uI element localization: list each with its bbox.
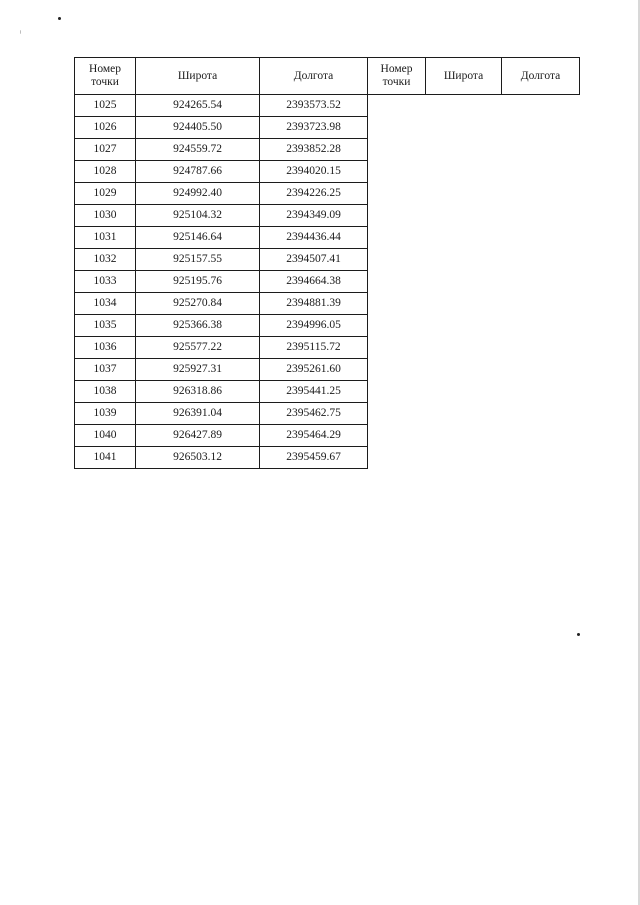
table-row: [75, 205, 580, 227]
cell-point-number: 1037: [75, 359, 136, 381]
empty-cell: [502, 447, 580, 469]
table-row: [75, 249, 580, 271]
empty-cell: [368, 183, 426, 205]
table-row: [75, 425, 580, 447]
cell-longitude: 2393573.52: [260, 95, 368, 117]
scan-speck: [58, 17, 61, 20]
cell-longitude: 2393723.98: [260, 117, 368, 139]
cell-longitude: 2395464.29: [260, 425, 368, 447]
header-latitude-right: Широта: [426, 58, 502, 95]
cell-point-number: 1028: [75, 161, 136, 183]
cell-point-number: 1033: [75, 271, 136, 293]
empty-cell: [502, 359, 580, 381]
cell-longitude: 2395459.67: [260, 447, 368, 469]
cell-point-number: 1040: [75, 425, 136, 447]
header-point-line1: Номер: [380, 63, 413, 75]
cell-longitude: 2394664.38: [260, 271, 368, 293]
header-point-line1: Номер: [89, 63, 121, 75]
table-row: [75, 447, 580, 469]
cell-point-number: 1029: [75, 183, 136, 205]
cell-point-number: 1039: [75, 403, 136, 425]
empty-cell: [368, 403, 426, 425]
table-header-row: [75, 58, 580, 95]
table-row: [75, 293, 580, 315]
empty-cell: [426, 359, 502, 381]
empty-cell: [502, 183, 580, 205]
cell-latitude: 925366.38: [136, 315, 260, 337]
empty-cell: [502, 205, 580, 227]
empty-cell: [502, 249, 580, 271]
scan-speck: [577, 633, 580, 636]
empty-cell: [368, 293, 426, 315]
empty-cell: [368, 249, 426, 271]
empty-cell: [368, 381, 426, 403]
cell-point-number: 1034: [75, 293, 136, 315]
empty-cell: [368, 271, 426, 293]
empty-cell: [502, 139, 580, 161]
table-row: [75, 337, 580, 359]
cell-point-number: 1041: [75, 447, 136, 469]
cell-longitude: 2395115.72: [260, 337, 368, 359]
cell-longitude: 2395462.75: [260, 403, 368, 425]
empty-cell: [502, 117, 580, 139]
cell-longitude: 2395261.60: [260, 359, 368, 381]
cell-point-number: 1030: [75, 205, 136, 227]
table-body: [75, 95, 580, 469]
header-longitude-right: Долгота: [502, 58, 580, 95]
table-row: [75, 271, 580, 293]
cell-latitude: 926427.89: [136, 425, 260, 447]
empty-cell: [426, 381, 502, 403]
empty-cell: [426, 139, 502, 161]
empty-cell: [368, 227, 426, 249]
cell-point-number: 1025: [75, 95, 136, 117]
cell-longitude: 2395441.25: [260, 381, 368, 403]
empty-cell: [426, 337, 502, 359]
table-row: [75, 183, 580, 205]
empty-cell: [368, 117, 426, 139]
empty-cell: [426, 227, 502, 249]
cell-latitude: 924787.66: [136, 161, 260, 183]
cell-latitude: 925157.55: [136, 249, 260, 271]
header-longitude: Долгота: [260, 58, 368, 95]
table-row: [75, 95, 580, 117]
empty-cell: [426, 249, 502, 271]
coordinates-table: [74, 57, 580, 469]
cell-longitude: 2394996.05: [260, 315, 368, 337]
cell-latitude: 924992.40: [136, 183, 260, 205]
empty-cell: [502, 381, 580, 403]
empty-cell: [368, 447, 426, 469]
empty-cell: [368, 337, 426, 359]
table-row: [75, 315, 580, 337]
table-row: [75, 161, 580, 183]
cell-latitude: 925270.84: [136, 293, 260, 315]
empty-cell: [426, 271, 502, 293]
cell-point-number: 1035: [75, 315, 136, 337]
empty-cell: [502, 227, 580, 249]
empty-cell: [426, 293, 502, 315]
cell-longitude: 2394349.09: [260, 205, 368, 227]
empty-cell: [502, 403, 580, 425]
cell-latitude: 926503.12: [136, 447, 260, 469]
empty-cell: [502, 161, 580, 183]
cell-point-number: 1038: [75, 381, 136, 403]
cell-latitude: 925104.32: [136, 205, 260, 227]
table-row: [75, 381, 580, 403]
cell-point-number: 1032: [75, 249, 136, 271]
empty-cell: [502, 425, 580, 447]
table-row: [75, 227, 580, 249]
empty-cell: [426, 315, 502, 337]
cell-point-number: 1027: [75, 139, 136, 161]
header-latitude: Широта: [136, 58, 260, 95]
empty-cell: [368, 95, 426, 117]
table-row: [75, 117, 580, 139]
cell-longitude: 2394020.15: [260, 161, 368, 183]
header-point-number-right: [368, 58, 426, 95]
header-point-number: [75, 58, 136, 95]
empty-cell: [368, 139, 426, 161]
cell-latitude: 925927.31: [136, 359, 260, 381]
empty-cell: [426, 183, 502, 205]
cell-longitude: 2394226.25: [260, 183, 368, 205]
cell-latitude: 925146.64: [136, 227, 260, 249]
empty-cell: [368, 161, 426, 183]
cell-point-number: 1036: [75, 337, 136, 359]
cell-point-number: 1031: [75, 227, 136, 249]
table-row: [75, 139, 580, 161]
cell-latitude: 925577.22: [136, 337, 260, 359]
empty-cell: [426, 403, 502, 425]
empty-cell: [426, 205, 502, 227]
empty-cell: [502, 293, 580, 315]
empty-cell: [368, 315, 426, 337]
cell-longitude: 2394507.41: [260, 249, 368, 271]
header-point-line2: точки: [91, 76, 119, 88]
cell-longitude: 2394881.39: [260, 293, 368, 315]
empty-cell: [426, 117, 502, 139]
scan-speck: [20, 30, 21, 34]
empty-cell: [426, 425, 502, 447]
empty-cell: [368, 359, 426, 381]
empty-cell: [502, 315, 580, 337]
cell-latitude: 924265.54: [136, 95, 260, 117]
cell-latitude: 924559.72: [136, 139, 260, 161]
header-point-line2: точки: [382, 76, 411, 88]
cell-latitude: 925195.76: [136, 271, 260, 293]
empty-cell: [426, 447, 502, 469]
empty-cell: [502, 337, 580, 359]
cell-longitude: 2394436.44: [260, 227, 368, 249]
table-row: [75, 359, 580, 381]
empty-cell: [426, 161, 502, 183]
empty-cell: [368, 205, 426, 227]
empty-cell: [368, 425, 426, 447]
table-row: [75, 403, 580, 425]
empty-cell: [502, 95, 580, 117]
cell-longitude: 2393852.28: [260, 139, 368, 161]
cell-latitude: 926318.86: [136, 381, 260, 403]
cell-latitude: 924405.50: [136, 117, 260, 139]
empty-cell: [426, 95, 502, 117]
cell-latitude: 926391.04: [136, 403, 260, 425]
empty-cell: [502, 271, 580, 293]
cell-point-number: 1026: [75, 117, 136, 139]
